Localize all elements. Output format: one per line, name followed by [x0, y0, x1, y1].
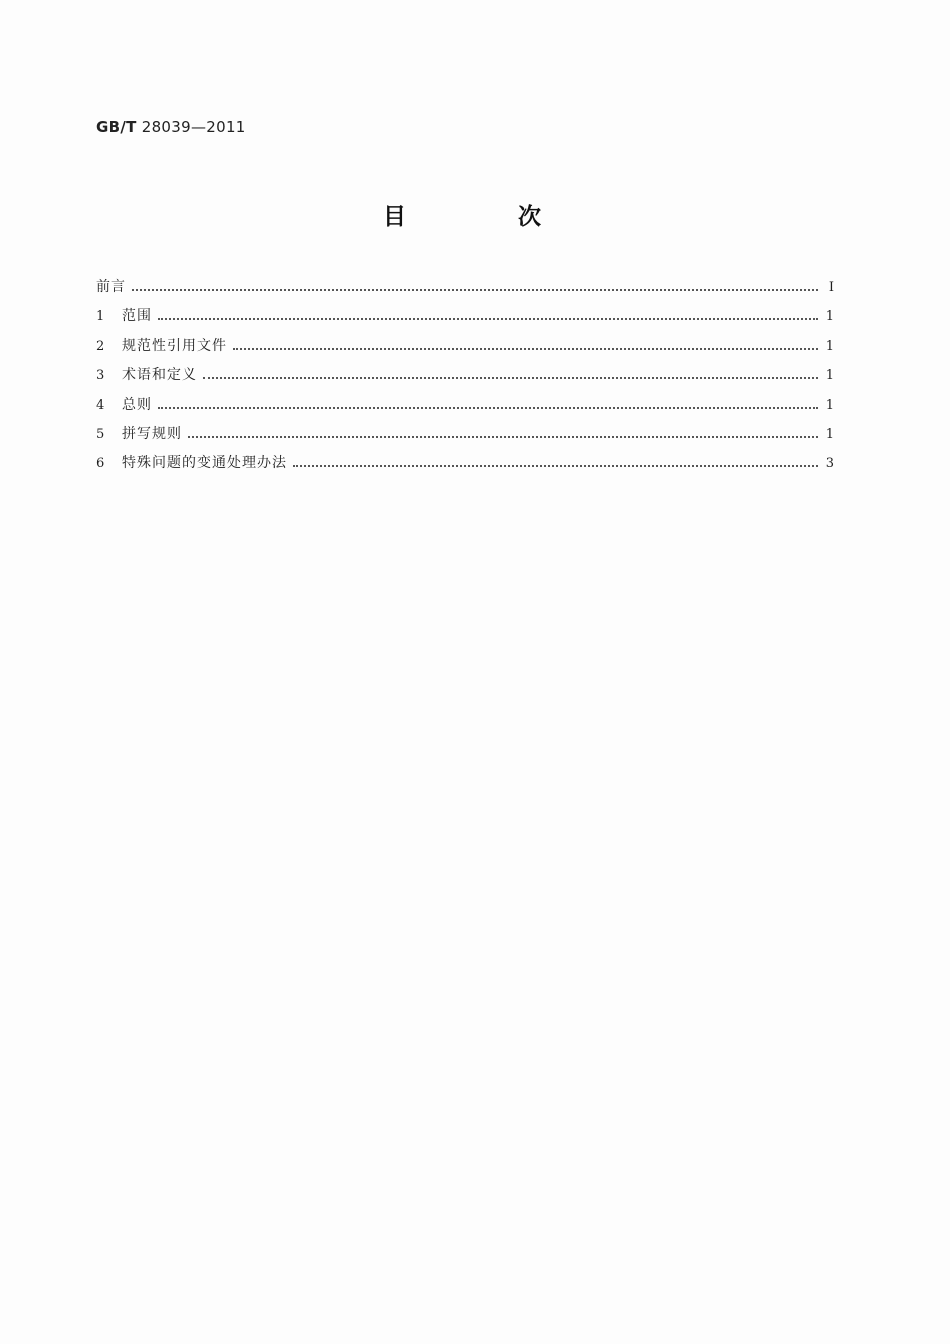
toc-entry-page: 1	[825, 309, 834, 325]
toc-entry-terms-definitions[interactable]	[96, 364, 834, 393]
toc-entry-number: 6	[96, 456, 105, 472]
toc-entry-label: 前言	[96, 279, 126, 295]
toc-entry-label: 特殊问题的变通处理办法	[122, 455, 287, 472]
toc-entry-page: 1	[825, 397, 834, 413]
toc-entry-special-issues[interactable]	[96, 452, 834, 481]
toc-entry-foreword[interactable]	[96, 276, 834, 305]
toc-entry-page: Ⅰ	[828, 280, 834, 295]
table-of-contents	[96, 276, 834, 482]
toc-entry-number: 4	[96, 397, 105, 413]
toc-entry-page: 1	[825, 368, 834, 384]
toc-entry-scope[interactable]	[96, 305, 834, 334]
toc-leader-dots	[158, 318, 818, 320]
toc-entry-number: 1	[96, 309, 105, 325]
toc-entry-general[interactable]	[96, 394, 834, 423]
toc-leader-dots	[188, 436, 818, 438]
standard-code: GB/T	[96, 118, 137, 136]
toc-title: 目 次	[382, 204, 593, 230]
toc-leader-dots	[158, 407, 818, 409]
toc-entry-number: 5	[96, 426, 105, 442]
toc-entry-number: 2	[96, 338, 105, 354]
toc-entry-page: 1	[825, 338, 834, 354]
standard-number	[96, 118, 246, 136]
toc-leader-dots	[203, 377, 818, 379]
toc-entry-label: 术语和定义	[122, 367, 197, 384]
toc-entry-label: 规范性引用文件	[122, 337, 227, 354]
standard-year: 28039—2011	[141, 118, 246, 136]
toc-entry-label: 范围	[122, 308, 152, 325]
toc-entry-page: 3	[825, 456, 834, 472]
toc-leader-dots	[233, 348, 818, 350]
toc-entry-normative-references[interactable]	[96, 335, 834, 364]
toc-entry-label: 拼写规则	[122, 425, 182, 442]
toc-leader-dots	[132, 289, 818, 291]
toc-entry-label: 总则	[122, 396, 152, 413]
toc-entry-spelling-rules[interactable]	[96, 423, 834, 452]
toc-entry-page: 1	[825, 426, 834, 442]
toc-leader-dots	[293, 465, 818, 467]
toc-entry-number: 3	[96, 368, 105, 384]
